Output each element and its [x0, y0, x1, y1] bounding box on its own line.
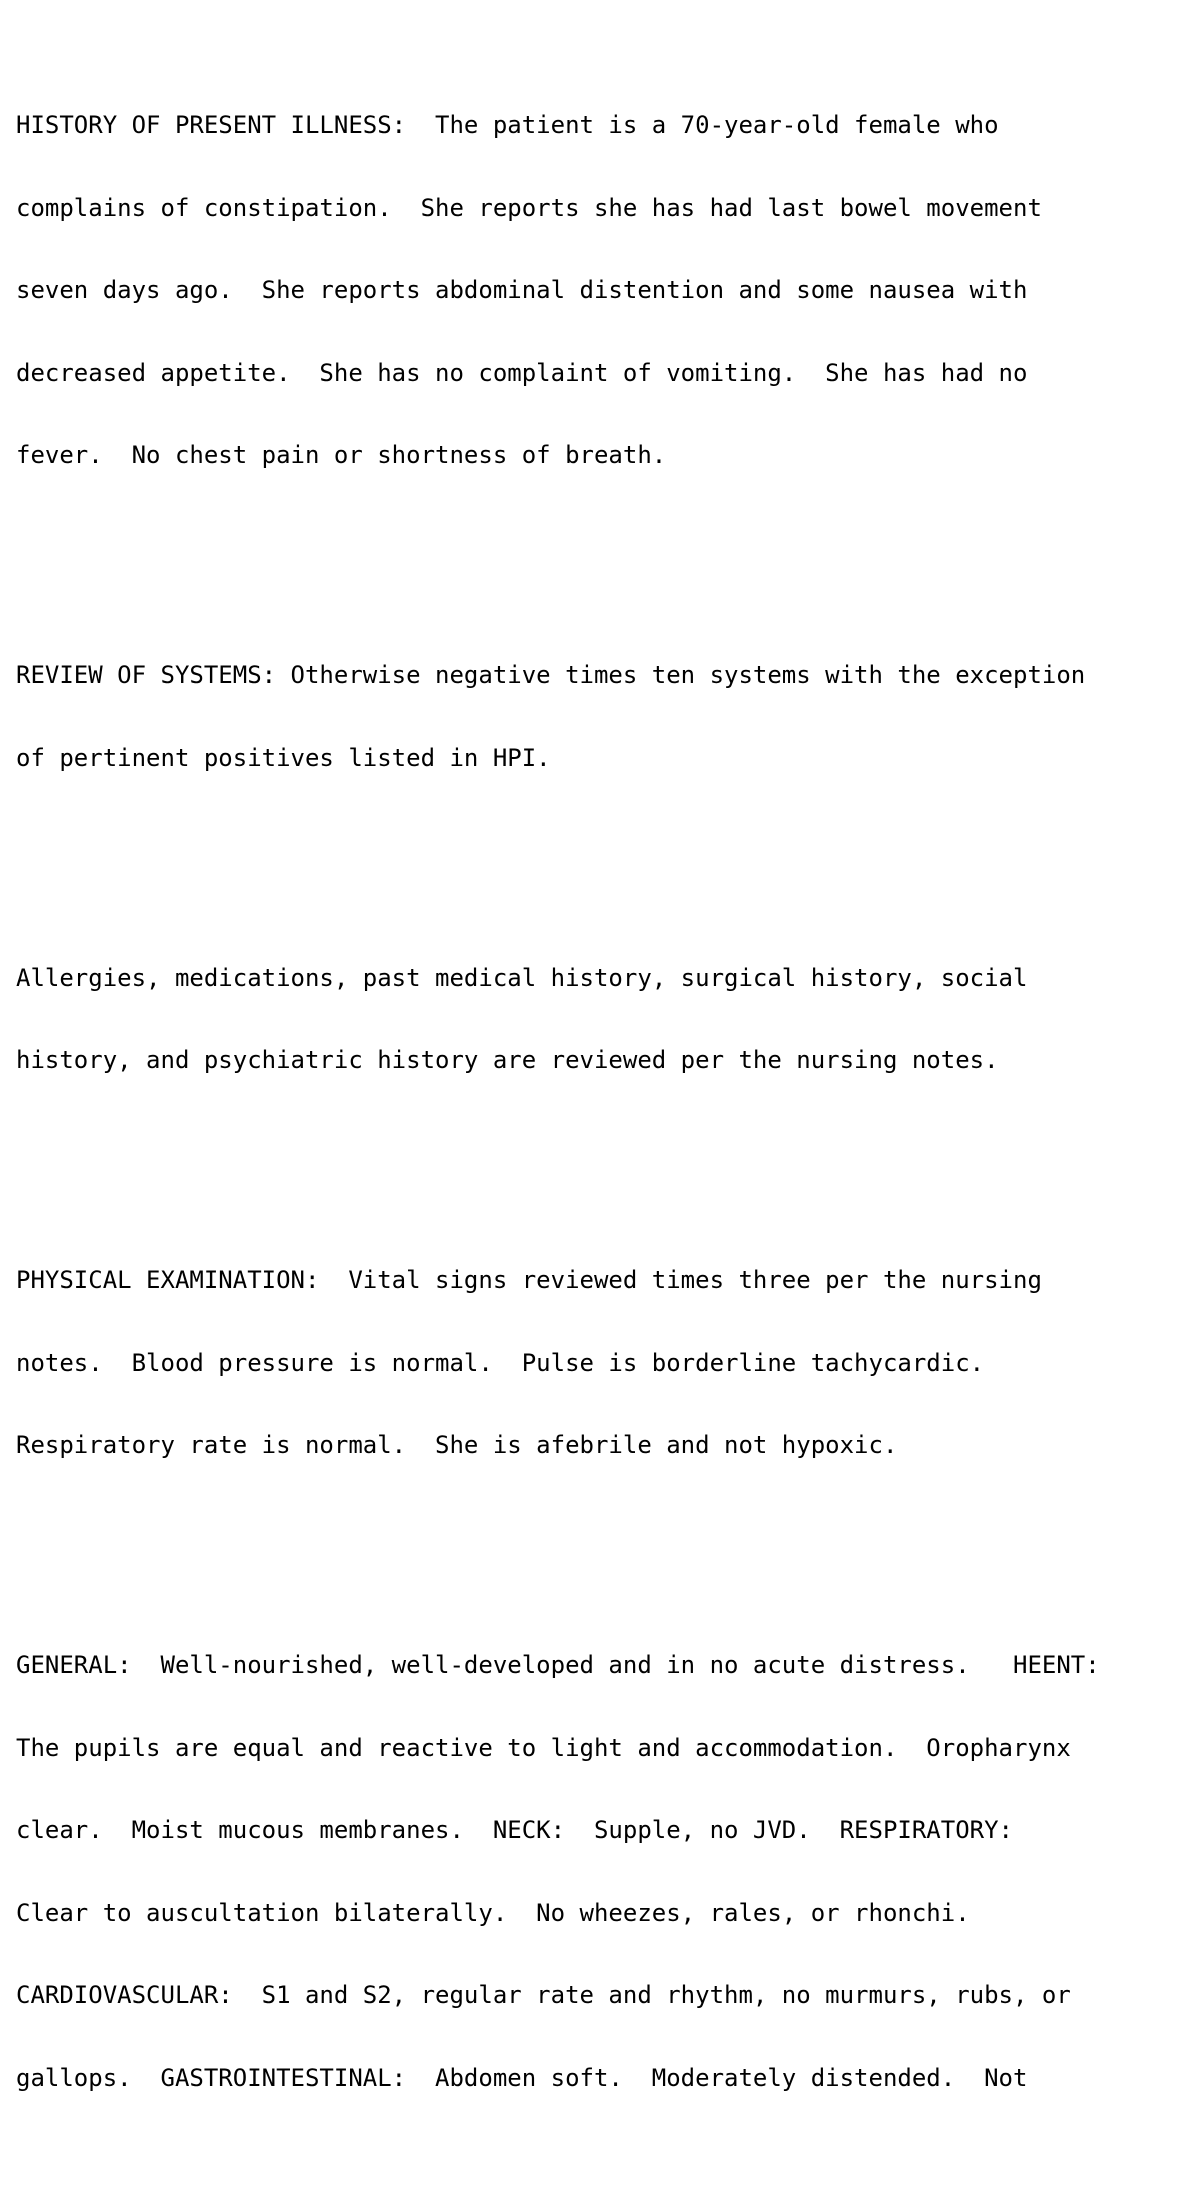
text-line: HISTORY OF PRESENT ILLNESS: The patient is a 70-year-old female who [16, 111, 999, 139]
text-line: The pupils are equal and reactive to light and accommodation. Oropharynx [16, 1733, 1071, 1762]
text-line: CARDIOVASCULAR: S1 and S2, regular rate and rhythm, no murmurs, rubs, or [16, 1981, 1071, 2009]
text-line: PHYSICAL EXAMINATION: Vital signs reviewed times three per the nursing [16, 1266, 1042, 1294]
text-line: REVIEW OF SYSTEMS: Otherwise negative times ten systems with the exception [16, 661, 1086, 689]
text-line: clear. Moist mucous membranes. NECK: Supple, no JVD. RESPIRATORY: [16, 1816, 1013, 1844]
text-line: fever. No chest pain or shortness of breath. [16, 441, 667, 469]
physical-examination-paragraph [16, 1212, 1200, 1515]
history-review-paragraph [16, 910, 1200, 1130]
general-exam-paragraph [16, 1597, 1200, 2147]
text-line: Clear to auscultation bilaterally. No wheezes, rales, or rhonchi. [16, 1898, 970, 1927]
text-line: of pertinent positives listed in HPI. [16, 743, 551, 772]
review-of-systems-paragraph [16, 607, 1200, 827]
text-line: seven days ago. She reports abdominal distention and some nausea with [16, 276, 1028, 304]
text-line: Respiratory rate is normal. She is afebrile and not hypoxic. [16, 1431, 898, 1459]
text-line: gallops. GASTROINTESTINAL: Abdomen soft. Moderately distended. Not [16, 2063, 1028, 2092]
medical-note-document [16, 0, 1200, 2092]
text-line: Allergies, medications, past medical history, surgical history, social [16, 963, 1028, 992]
history-of-present-illness-paragraph [16, 55, 1200, 525]
text-line: history, and psychiatric history are reviewed per the nursing notes. [16, 1046, 999, 1074]
text-line: GENERAL: Well-nourished, well-developed and in no acute distress. HEENT: [16, 1651, 1100, 1679]
text-line: decreased appetite. She has no complaint of vomiting. She has had no [16, 358, 1028, 387]
text-line: notes. Blood pressure is normal. Pulse is borderline tachycardic. [16, 1348, 985, 1377]
text-line: complains of constipation. She reports she has had last bowel movement [16, 193, 1042, 222]
